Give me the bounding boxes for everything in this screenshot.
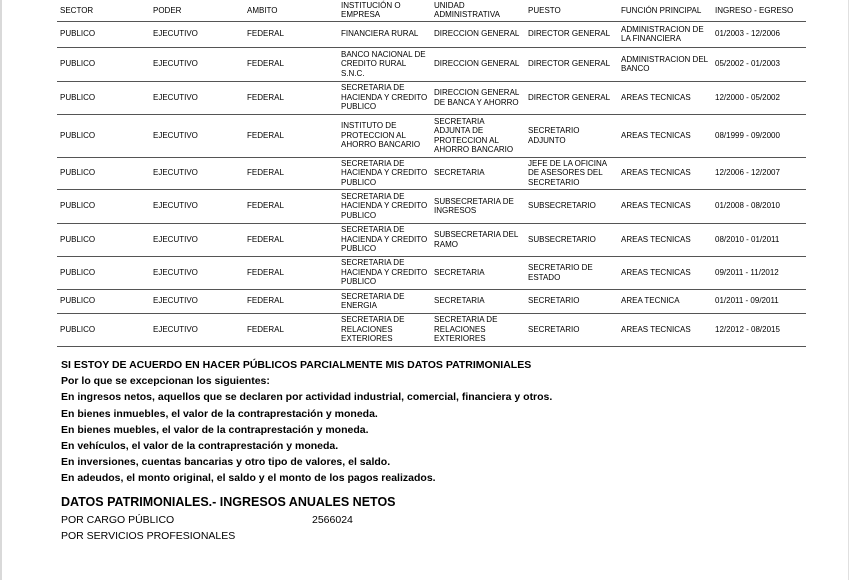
cell-ambito: FEDERAL: [244, 21, 338, 47]
cell-periodo: 12/2006 - 12/2007: [712, 157, 806, 189]
cell-ambito: FEDERAL: [244, 157, 338, 189]
experience-table: [57, 0, 806, 347]
cell-ambito: FEDERAL: [244, 223, 338, 256]
cell-sector: PUBLICO: [57, 157, 150, 189]
table-row: [57, 81, 806, 114]
cell-funcion: AREAS TECNICAS: [618, 114, 712, 157]
exception-adeudos: En adeudos, el monto original, el saldo y el monto de los pagos realizados.: [61, 472, 436, 485]
cell-funcion: AREAS TECNICAS: [618, 81, 712, 114]
servicios-profesionales-row: [61, 530, 312, 542]
cell-institucion: SECRETARIA DE HACIENDA Y CREDITO PUBLICO: [338, 189, 431, 223]
cargo-publico-value: 2566024: [312, 514, 353, 526]
cell-periodo: 08/2010 - 01/2011: [712, 223, 806, 256]
cargo-publico-row: [61, 514, 353, 526]
table-header-row: [57, 0, 806, 21]
header-poder: PODER: [150, 0, 244, 21]
cell-funcion: AREA TECNICA: [618, 289, 712, 313]
cell-poder: EJECUTIVO: [150, 189, 244, 223]
cell-funcion: AREAS TECNICAS: [618, 313, 712, 346]
cell-unidad: SUBSECRETARIA DEL RAMO: [431, 223, 525, 256]
table-row: [57, 256, 806, 289]
cell-poder: EJECUTIVO: [150, 81, 244, 114]
cell-sector: PUBLICO: [57, 289, 150, 313]
cell-institucion: SECRETARIA DE ENERGIA: [338, 289, 431, 313]
cell-periodo: 01/2003 - 12/2006: [712, 21, 806, 47]
cell-ambito: FEDERAL: [244, 47, 338, 81]
cell-unidad: DIRECCION GENERAL DE BANCA Y AHORRO: [431, 81, 525, 114]
cell-unidad: DIRECCION GENERAL: [431, 47, 525, 81]
cell-puesto: JEFE DE LA OFICINA DE ASESORES DEL SECRETARIO: [525, 157, 618, 189]
exception-muebles: En bienes muebles, el valor de la contraprestación y moneda.: [61, 423, 369, 436]
cell-ambito: FEDERAL: [244, 313, 338, 346]
table-row: [57, 114, 806, 157]
cell-sector: PUBLICO: [57, 189, 150, 223]
cell-institucion: SECRETARIA DE RELACIONES EXTERIORES: [338, 313, 431, 346]
cell-sector: PUBLICO: [57, 313, 150, 346]
cell-institucion: SECRETARIA DE HACIENDA Y CREDITO PUBLICO: [338, 256, 431, 289]
cell-unidad: SUBSECRETARIA DE INGRESOS: [431, 189, 525, 223]
disclosure-agreement: SI ESTOY DE ACUERDO EN HACER PÚBLICOS PARCIALMENTE MIS DATOS PATRIMONIALES: [61, 359, 532, 371]
cell-funcion: AREAS TECNICAS: [618, 256, 712, 289]
table-row: [57, 47, 806, 81]
cell-puesto: SECRETARIO ADJUNTO: [525, 114, 618, 157]
header-ambito: AMBITO: [244, 0, 338, 21]
cell-poder: EJECUTIVO: [150, 114, 244, 157]
header-puesto: PUESTO: [525, 0, 618, 21]
cell-poder: EJECUTIVO: [150, 47, 244, 81]
cell-unidad: SECRETARIA: [431, 289, 525, 313]
cell-ambito: FEDERAL: [244, 81, 338, 114]
cell-unidad: SECRETARIA: [431, 157, 525, 189]
cell-puesto: SUBSECRETARIO: [525, 223, 618, 256]
exceptions-intro: Por lo que se excepcionan los siguientes:: [61, 375, 270, 388]
table-row: [57, 157, 806, 189]
cell-institucion: SECRETARIA DE HACIENDA Y CREDITO PUBLICO: [338, 223, 431, 256]
cell-periodo: 12/2000 - 05/2002: [712, 81, 806, 114]
cell-periodo: 05/2002 - 01/2003: [712, 47, 806, 81]
table-row: [57, 21, 806, 47]
cell-funcion: AREAS TECNICAS: [618, 223, 712, 256]
cell-unidad: SECRETARIA ADJUNTA DE PROTECCION AL AHORRO BANCARIO: [431, 114, 525, 157]
exception-inmuebles: En bienes inmuebles, el valor de la contraprestación y moneda.: [61, 407, 378, 420]
cargo-publico-label: POR CARGO PÚBLICO: [61, 514, 175, 526]
cell-sector: PUBLICO: [57, 47, 150, 81]
cell-funcion: ADMINISTRACION DEL BANCO: [618, 47, 712, 81]
table-row: [57, 289, 806, 313]
cell-poder: EJECUTIVO: [150, 157, 244, 189]
cell-ambito: FEDERAL: [244, 256, 338, 289]
cell-periodo: 08/1999 - 09/2000: [712, 114, 806, 157]
cell-sector: PUBLICO: [57, 21, 150, 47]
cell-poder: EJECUTIVO: [150, 21, 244, 47]
header-institucion: INSTITUCIÓN O EMPRESA: [338, 0, 431, 21]
cell-ambito: FEDERAL: [244, 189, 338, 223]
cell-poder: EJECUTIVO: [150, 313, 244, 346]
patrimonio-title: DATOS PATRIMONIALES.- INGRESOS ANUALES NETOS: [61, 495, 396, 509]
cell-funcion: AREAS TECNICAS: [618, 189, 712, 223]
cell-periodo: 01/2008 - 08/2010: [712, 189, 806, 223]
cell-puesto: SECRETARIO: [525, 313, 618, 346]
cell-institucion: SECRETARIA DE HACIENDA Y CREDITO PUBLICO: [338, 81, 431, 114]
cell-periodo: 01/2011 - 09/2011: [712, 289, 806, 313]
exception-inversiones: En inversiones, cuentas bancarias y otro tipo de valores, el saldo.: [61, 456, 391, 469]
cell-puesto: SECRETARIO DE ESTADO: [525, 256, 618, 289]
cell-funcion: AREAS TECNICAS: [618, 157, 712, 189]
cell-sector: PUBLICO: [57, 223, 150, 256]
header-sector: SECTOR: [57, 0, 150, 21]
cell-ambito: FEDERAL: [244, 114, 338, 157]
cell-puesto: DIRECTOR GENERAL: [525, 47, 618, 81]
cell-sector: PUBLICO: [57, 256, 150, 289]
page-left-edge: [0, 0, 2, 580]
cell-institucion: FINANCIERA RURAL: [338, 21, 431, 47]
disclosure-notes: [61, 357, 821, 487]
cell-funcion: ADMINISTRACION DE LA FINANCIERA: [618, 21, 712, 47]
cell-ambito: FEDERAL: [244, 289, 338, 313]
cell-poder: EJECUTIVO: [150, 223, 244, 256]
cell-poder: EJECUTIVO: [150, 256, 244, 289]
cell-institucion: SECRETARIA DE HACIENDA Y CREDITO PUBLICO: [338, 157, 431, 189]
cell-puesto: DIRECTOR GENERAL: [525, 21, 618, 47]
cell-sector: PUBLICO: [57, 81, 150, 114]
cell-periodo: 09/2011 - 11/2012: [712, 256, 806, 289]
servicios-profesionales-label: POR SERVICIOS PROFESIONALES: [61, 530, 236, 542]
cell-poder: EJECUTIVO: [150, 289, 244, 313]
exception-ingresos: En ingresos netos, aquellos que se declaren por actividad industrial, comercial, financiera y otros.: [61, 391, 553, 404]
cell-unidad: SECRETARIA: [431, 256, 525, 289]
cell-institucion: BANCO NACIONAL DE CREDITO RURAL S.N.C.: [338, 47, 431, 81]
cell-puesto: SUBSECRETARIO: [525, 189, 618, 223]
header-unidad: UNIDAD ADMINISTRATIVA: [431, 0, 525, 21]
header-funcion: FUNCIÓN PRINCIPAL: [618, 0, 712, 21]
table-row: [57, 313, 806, 346]
header-ingreso-egreso: INGRESO - EGRESO: [712, 0, 806, 21]
cell-sector: PUBLICO: [57, 114, 150, 157]
table-row: [57, 223, 806, 256]
cell-unidad: DIRECCION GENERAL: [431, 21, 525, 47]
cell-institucion: INSTITUTO DE PROTECCION AL AHORRO BANCARIO: [338, 114, 431, 157]
table-row: [57, 189, 806, 223]
cell-puesto: DIRECTOR GENERAL: [525, 81, 618, 114]
cell-periodo: 12/2012 - 08/2015: [712, 313, 806, 346]
cell-unidad: SECRETARIA DE RELACIONES EXTERIORES: [431, 313, 525, 346]
cell-puesto: SECRETARIO: [525, 289, 618, 313]
exception-vehiculos: En vehículos, el valor de la contraprestación y moneda.: [61, 439, 339, 452]
